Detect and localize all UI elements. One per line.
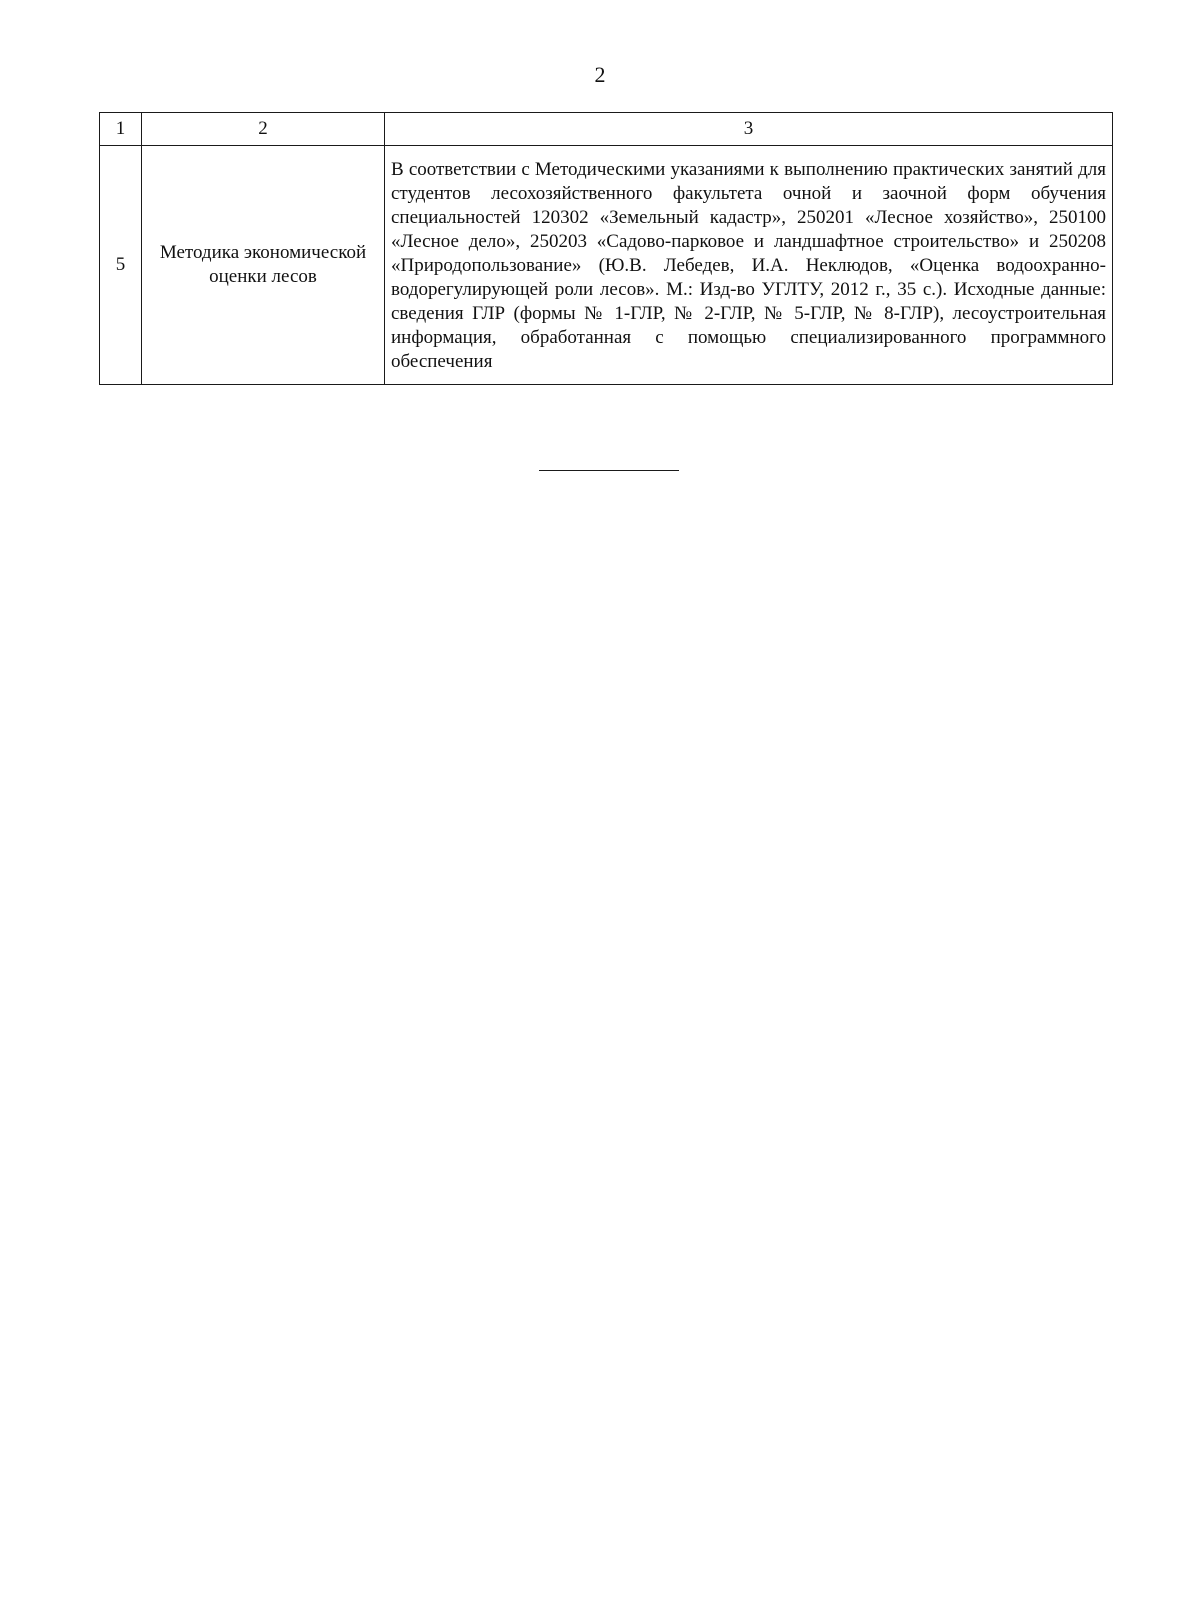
column-header-description: 3 [385,113,1113,146]
end-of-document-rule [539,470,679,471]
page-number: 2 [594,62,606,87]
table-header-row [100,113,1113,146]
row-description-cell: В соответствии с Методическими указаниями к выполнению практических занятий для студентов лесохозяйственного факультета очной и заочной форм обучения специальностей 120302 «Земельный кадастр», 250201 «Лесное хозяйство», 250100 «Лесное дело», 250203 «Садово-парковое и ландшафтное строительство» и 250208 «Природопользование» (Ю.В. Лебедев, И.А. Неклюдов, «Оценка водоохранно-водорегулирующей роли лесов». М.: Изд-во УГЛТУ, 2012 г., 35 с.). Исходные данные: сведения ГЛР (формы № 1-ГЛР, № 2-ГЛР, № 5-ГЛР, № 8-ГЛР), лесоустроительная информация, обработанная с помощью специализированного программного обеспечения [385,146,1113,385]
methods-table [99,112,1113,385]
row-title-cell: Методика экономической оценки лесов [142,146,385,385]
table-row [100,146,1113,385]
column-header-title: 2 [142,113,385,146]
column-header-number: 1 [100,113,142,146]
row-number-cell: 5 [100,146,142,385]
